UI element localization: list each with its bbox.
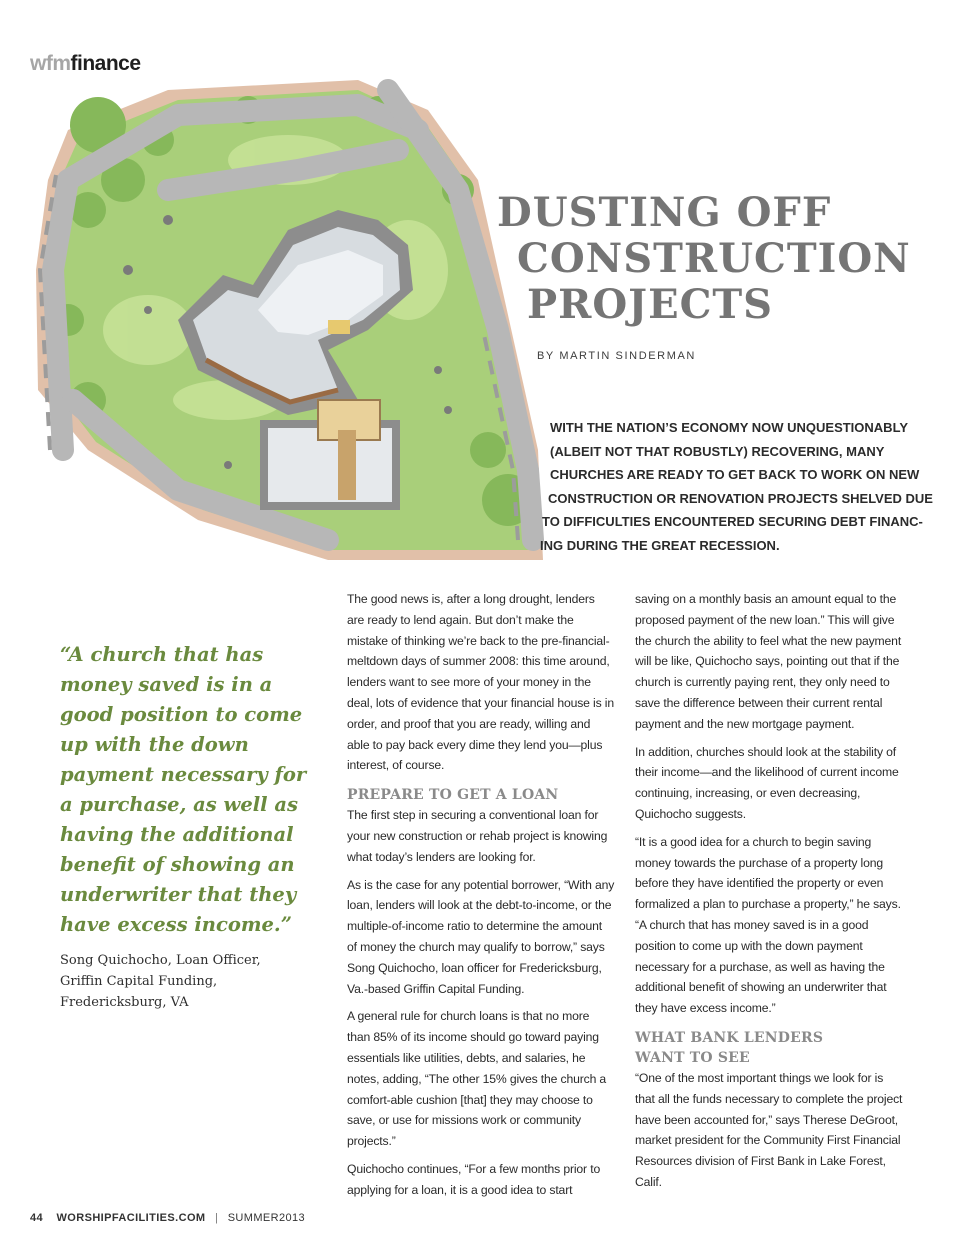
brand-bold: finance: [70, 52, 141, 75]
pull-quote-attribution: [60, 950, 320, 1013]
subheading-bank-lenders: [635, 1028, 903, 1068]
byline: BY MARTIN SINDERMAN: [537, 350, 696, 362]
paragraph: The good news is, after a long drought, lenders are ready to lend again. But don’t make the mistake of thinking we’re back to the pre-financial-meltdown days of summer 2008: this time around, lenders want to see more of your money in the deal, lots of evidence that your financial house is in order, and proof that you are ready, willing and able to pay back every dime they lend you—plus interest, of course.: [347, 592, 614, 773]
page-number: 44: [30, 1212, 44, 1224]
deck-line: (ALBEIT NOT THAT ROBUSTLY) RECOVERING, MANY: [550, 443, 885, 459]
footer-separator: |: [214, 1212, 219, 1224]
page-footer: [30, 1212, 305, 1224]
subheading-line: WHAT BANK LENDERS: [635, 1029, 824, 1046]
paragraph: As is the case for any potential borrower, “With any loan, lenders will look at the debt-to-income, or the multiple-of-income ratio to determine the amount of money the church may qualify to borrow,” says Song Quichocho, loan officer for Fredericksburg, Va.-based Griffin Capital Funding.: [347, 877, 615, 996]
subheading-line: WANT TO SEE: [635, 1049, 750, 1066]
attribution-line: Song Quichocho, Loan Officer,: [60, 953, 261, 968]
body-column-2: [635, 589, 903, 1200]
footer-issue: SUMMER2013: [227, 1212, 306, 1224]
paragraph: The first step in securing a conventional loan for your new construction or rehab project is knowing what today’s lenders are looking for.: [347, 808, 608, 864]
attribution-line: Fredericksburg, VA: [60, 995, 189, 1010]
site-plan-illustration: [28, 70, 548, 570]
deck-line: CONSTRUCTION OR RENOVATION PROJECTS SHELVED DUE: [548, 490, 933, 506]
deck-line: ING DURING THE GREAT RECESSION.: [540, 537, 780, 553]
article-headline: [495, 190, 955, 328]
brand-light: wfm: [30, 52, 71, 75]
paragraph: “One of the most important things we look for is that all the funds necessary to complete the project have been accounted for,” says Therese DeGroot, market president for the Community First Financial Resources division of First Bank in Lake Forest, Calif.: [635, 1070, 903, 1189]
paragraph: Quichocho continues, “For a few months prior to applying for a loan, it is a good idea to start: [347, 1161, 601, 1197]
body-column-1: [347, 589, 615, 1208]
pull-quote: “A church that has money saved is in a good position to come up with the down payment necessary for a purchase, as well as having the additional benefit of showing an underwriter that they have excess income.”: [60, 643, 307, 936]
headline-line-2: CONSTRUCTION: [517, 235, 911, 282]
deck-line: TO DIFFICULTIES ENCOUNTERED SECURING DEBT FINANC-: [542, 514, 923, 529]
headline-line-1: DUSTING OFF: [497, 189, 832, 236]
paragraph: “It is a good idea for a church to begin saving money towards the purchase of a property long before they have identified the property or even formalized a plan to purchase a property,” he says. “A church that has money saved is in a good position to come up with the down payment necessary for a purchase, as well as having the additional benefit of showing an underwriter that they have excess income.”: [635, 834, 901, 1016]
deck-line: CHURCHES ARE READY TO GET BACK TO WORK ON NEW: [550, 467, 920, 482]
attribution-line: Griffin Capital Funding,: [60, 974, 218, 989]
footer-site: WORSHIPFACILITIES.COM: [56, 1212, 206, 1224]
headline-line-3: PROJECTS: [527, 281, 774, 328]
subheading-prepare-loan: PREPARE TO GET A LOAN: [347, 787, 559, 804]
paragraph: In addition, churches should look at the stability of their income—and the likelihood of current income continuing, increasing, or even decreasing, Quichocho suggests.: [635, 744, 899, 821]
paragraph: saving on a monthly basis an amount equal to the proposed payment of the new loan.” This will give the church the ability to feel what the new payment will be like, Quichocho says, pointing out that if the church is currently paying rent, they only need to save the difference between their current rental payment and the new mortgage payment.: [635, 592, 902, 731]
deck-line: WITH THE NATION’S ECONOMY NOW UNQUESTIONABLY: [550, 420, 908, 435]
paragraph: A general rule for church loans is that no more than 85% of its income should go toward paying essentials like utilities, debts, and salaries, he notes, adding, “The other 15% gives the church a comfort-able cushion [that] they may choose to save, or use for missions work or community projects.”: [347, 1009, 607, 1149]
deck-intro: [540, 416, 933, 557]
